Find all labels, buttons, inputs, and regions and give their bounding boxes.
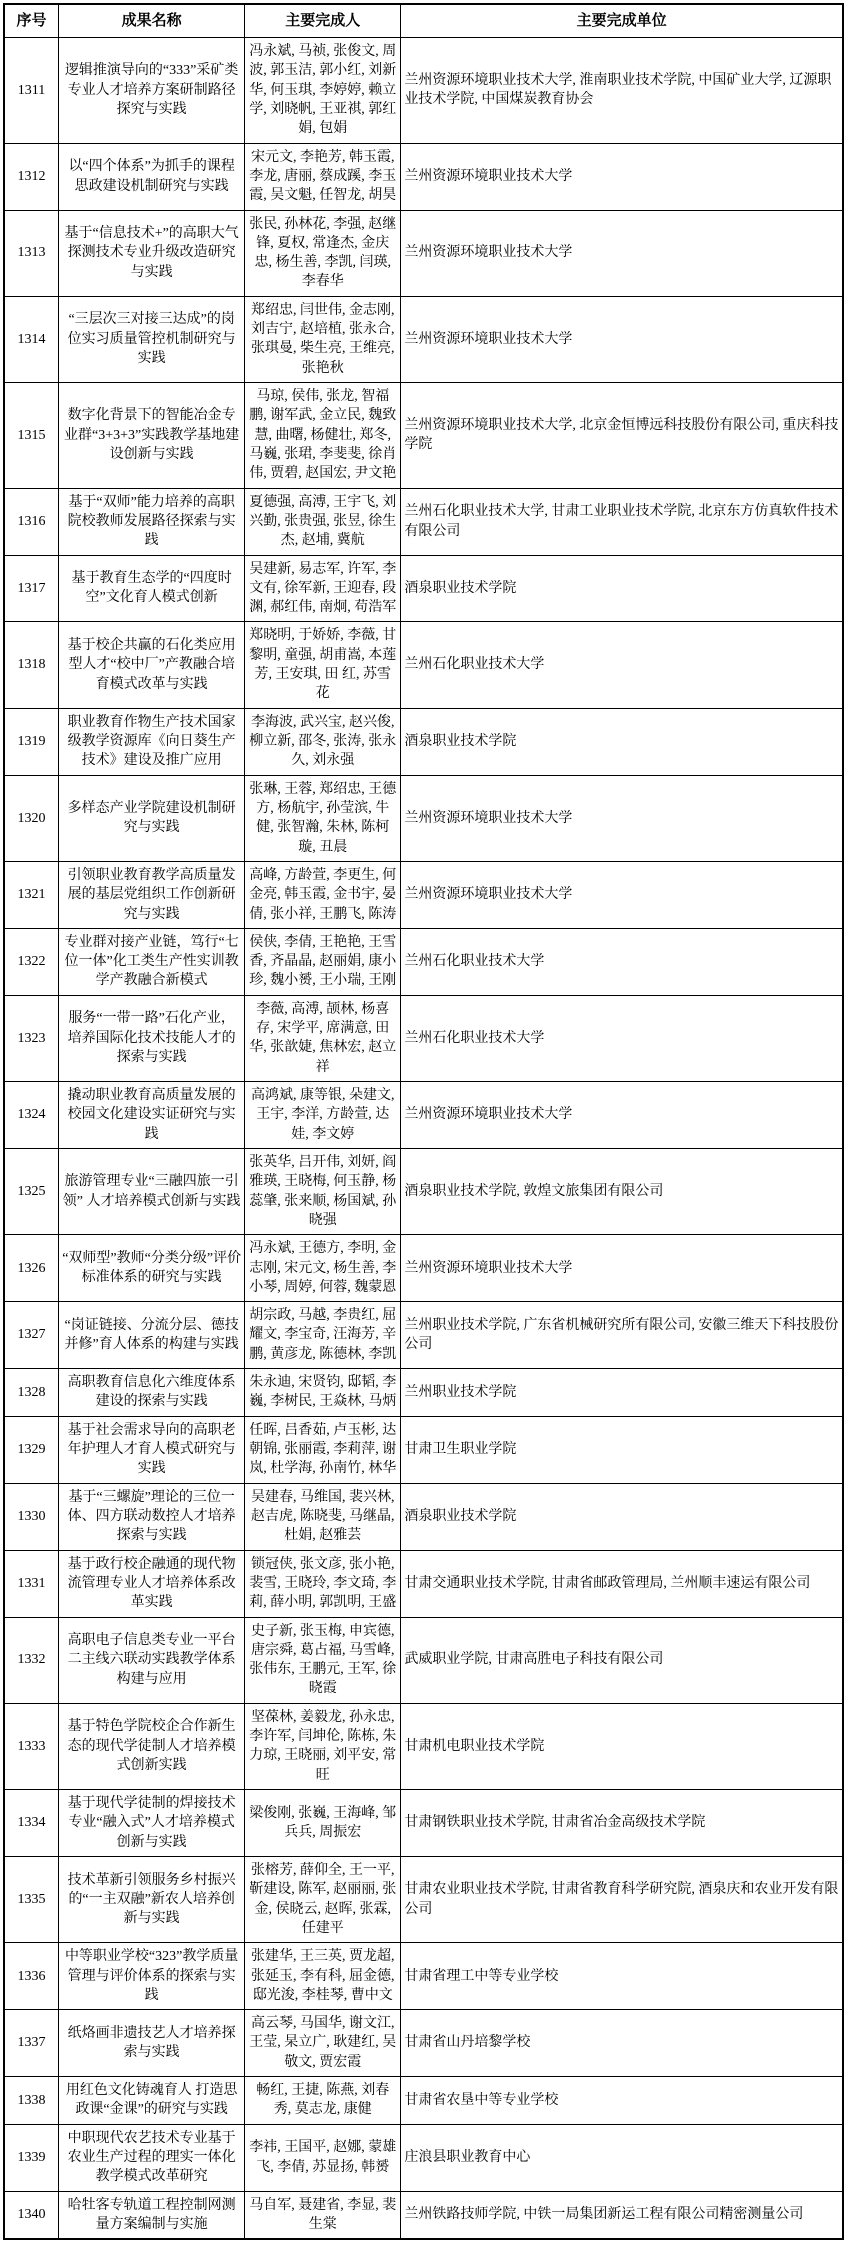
cell-contributors: 史子新, 张玉梅, 申宾德, 唐宗舜, 葛占福, 马雪峰, 张伟东, 王鹏元, 王军, 徐晓霞 [245,1617,401,1703]
cell-contributors: 高云琴, 马国华, 谢文江, 王莹, 杲立广, 耿建红, 吴敬文, 贾宏霞 [245,2010,401,2077]
cell-contributors: 张民, 孙林花, 李强, 赵继锋, 夏权, 常逢杰, 金庆忠, 杨生善, 李凯, 闫瑛, 李春华 [245,210,401,296]
cell-index: 1331 [4,1550,59,1617]
cell-contributors: 李海波, 武兴宝, 赵兴俊, 柳立新, 邵冬, 张涛, 张永久, 刘永强 [245,708,401,775]
cell-units: 兰州资源环境职业技术大学 [401,1235,843,1302]
cell-units: 甘肃省农垦中等专业学校 [401,2077,843,2125]
cell-index: 1332 [4,1617,59,1703]
col-header-achievement-name: 成果名称 [59,4,245,38]
cell-units: 兰州资源环境职业技术大学 [401,861,843,928]
cell-contributors: 吴建新, 易志军, 许军, 李文有, 徐军新, 王迎春, 段渊, 郝红伟, 南炯, 苟浩军 [245,555,401,622]
cell-achievement-name: 基于现代学徒制的焊接技术专业“融入式”人才培养模式创新与实践 [59,1790,245,1857]
cell-achievement-name: 基于政行校企融通的现代物流管理专业人才培养体系改革实践 [59,1550,245,1617]
table-row [4,1369,843,1417]
table-row [4,555,843,622]
cell-index: 1323 [4,995,59,1081]
cell-index: 1311 [4,38,59,144]
table-row [4,1082,843,1149]
cell-index: 1326 [4,1235,59,1302]
cell-index: 1325 [4,1148,59,1234]
cell-achievement-name: 中职现代农艺技术专业基于农业生产过程的理实一体化教学模式改革研究 [59,2124,245,2191]
cell-contributors: 畅红, 王捷, 陈燕, 刘春秀, 莫志龙, 康健 [245,2077,401,2125]
table-row [4,1302,843,1369]
cell-units: 甘肃农业职业技术学院, 甘肃省教育科学研究院, 酒泉庆和农业开发有限公司 [401,1856,843,1942]
cell-achievement-name: 基于“双师”能力培养的高职院校教师发展路径探索与实践 [59,488,245,555]
cell-contributors: 高鸿斌, 康等银, 朵建文, 王宇, 李洋, 方龄萱, 达娃, 李文婷 [245,1082,401,1149]
cell-index: 1337 [4,2010,59,2077]
cell-achievement-name: 纸烙画非遗技艺人才培养探索与实践 [59,2010,245,2077]
table-row [4,622,843,708]
table-row [4,210,843,296]
cell-units: 甘肃交通职业技术学院, 甘肃省邮政管理局, 兰州顺丰速运有限公司 [401,1550,843,1617]
cell-achievement-name: 基于教育生态学的“四度时空”文化育人模式创新 [59,555,245,622]
table-row [4,383,843,489]
cell-index: 1316 [4,488,59,555]
cell-index: 1319 [4,708,59,775]
cell-index: 1324 [4,1082,59,1149]
cell-units: 兰州资源环境职业技术大学 [401,210,843,296]
cell-contributors: 坚葆林, 姜毅龙, 孙永忠, 李许军, 闫坤伦, 陈栋, 朱力琼, 王晓丽, 刘平安, 常旺 [245,1703,401,1789]
cell-contributors: 宋元文, 李艳芳, 韩玉霞, 李龙, 唐丽, 蔡成蹊, 李玉霞, 吴文魁, 任智龙, 胡昊 [245,143,401,210]
cell-achievement-name: 高职教育信息化六维度体系建设的探索与实践 [59,1369,245,1417]
cell-contributors: 张榕芳, 薛仰全, 王一平, 靳建设, 陈军, 赵丽丽, 张金, 侯晓云, 赵晖, 张霖, 任建平 [245,1856,401,1942]
cell-index: 1314 [4,296,59,382]
cell-units: 酒泉职业技术学院 [401,555,843,622]
cell-achievement-name: 哈牡客专轨道工程控制网测量方案编制与实施 [59,2191,245,2239]
cell-units: 兰州资源环境职业技术大学 [401,296,843,382]
table-header [4,4,843,38]
cell-contributors: 马琼, 侯伟, 张龙, 智福鹏, 谢军武, 金立民, 魏致慧, 曲曙, 杨健壮, 郑冬, 马巍, 张珺, 李斐斐, 徐肖伟, 贾碧, 赵国宏, 尹文艳 [245,383,401,489]
cell-units: 兰州石化职业技术大学 [401,622,843,708]
table-row [4,2077,843,2125]
cell-index: 1336 [4,1943,59,2010]
cell-index: 1313 [4,210,59,296]
cell-contributors: 冯永斌, 王德方, 李明, 金志刚, 宋元文, 杨生善, 李小琴, 周婷, 何蓉, 魏蒙恩 [245,1235,401,1302]
cell-contributors: 朱永迪, 宋贤钧, 邸韬, 李巍, 李树民, 王焱林, 马炳 [245,1369,401,1417]
cell-units: 兰州铁路技师学院, 中铁一局集团新运工程有限公司精密测量公司 [401,2191,843,2239]
cell-contributors: 胡宗政, 马越, 李贵红, 屈耀文, 李宝奇, 汪海芳, 辛鹏, 黄彦龙, 陈德林, 李凯 [245,1302,401,1369]
cell-index: 1318 [4,622,59,708]
cell-achievement-name: 专业群对接产业链，笃行“七位一体”化工类生产性实训教学产教融合新模式 [59,928,245,995]
cell-units: 兰州石化职业技术大学, 甘肃工业职业技术学院, 北京东方仿真软件技术有限公司 [401,488,843,555]
table-row [4,1148,843,1234]
table-row [4,708,843,775]
cell-achievement-name: 职业教育作物生产技术国家级教学资源库《向日葵生产技术》建设及推广应用 [59,708,245,775]
table-row [4,2010,843,2077]
cell-achievement-name: 基于特色学院校企合作新生态的现代学徒制人才培养模式创新实践 [59,1703,245,1789]
table-row [4,296,843,382]
table-row [4,861,843,928]
cell-achievement-name: 基于“信息技术+”的高职大气探测技术专业升级改造研究与实践 [59,210,245,296]
table-row [4,1617,843,1703]
cell-units: 酒泉职业技术学院, 敦煌文旅集团有限公司 [401,1148,843,1234]
cell-index: 1320 [4,775,59,861]
cell-units: 兰州资源环境职业技术大学, 北京金恒博远科技股份有限公司, 重庆科技学院 [401,383,843,489]
col-header-units: 主要完成单位 [401,4,843,38]
cell-units: 兰州资源环境职业技术大学 [401,143,843,210]
cell-index: 1329 [4,1416,59,1483]
cell-index: 1335 [4,1856,59,1942]
cell-contributors: 吴建春, 马维国, 裴兴林, 赵吉虎, 陈晓斐, 马继晶, 杜娟, 赵雅芸 [245,1483,401,1550]
cell-units: 兰州资源环境职业技术大学 [401,1082,843,1149]
cell-achievement-name: 用红色文化铸魂育人 打造思政课“金课”的研究与实践 [59,2077,245,2125]
header-row [4,4,843,38]
cell-contributors: 郑晓明, 于娇娇, 李薇, 甘黎明, 童强, 胡甫嵩, 本莲芳, 王安琪, 田 红, 苏雪花 [245,622,401,708]
cell-units: 甘肃机电职业技术学院 [401,1703,843,1789]
cell-units: 兰州石化职业技术大学 [401,928,843,995]
cell-units: 兰州资源环境职业技术大学, 淮南职业技术学院, 中国矿业大学, 辽源职业技术学院, 中国煤炭教育协会 [401,38,843,144]
cell-contributors: 马自军, 聂建省, 李显, 裴生棠 [245,2191,401,2239]
cell-index: 1322 [4,928,59,995]
cell-units: 甘肃省理工中等专业学校 [401,1943,843,2010]
cell-units: 兰州资源环境职业技术大学 [401,775,843,861]
table-row [4,2191,843,2239]
cell-index: 1327 [4,1302,59,1369]
cell-units: 庄浪县职业教育中心 [401,2124,843,2191]
cell-index: 1338 [4,2077,59,2125]
cell-contributors: 锁冠侠, 张文彦, 张小艳, 裴雪, 王晓玲, 李文琦, 李莉, 薛小明, 郭凯明, 王盛 [245,1550,401,1617]
cell-achievement-name: 中等职业学校“323”教学质量管理与评价体系的探索与实践 [59,1943,245,2010]
cell-index: 1340 [4,2191,59,2239]
table-row [4,775,843,861]
cell-contributors: 李祎, 王国平, 赵娜, 蒙雄飞, 李倩, 苏显扬, 韩赟 [245,2124,401,2191]
cell-achievement-name: 以“四个体系”为抓手的课程思政建设机制研究与实践 [59,143,245,210]
cell-achievement-name: “三层次三对接三达成”的岗位实习质量管控机制研究与实践 [59,296,245,382]
cell-index: 1317 [4,555,59,622]
cell-achievement-name: 逻辑推演导向的“333”采矿类专业人才培养方案研制路径探究与实践 [59,38,245,144]
table-row [4,928,843,995]
table-row [4,1703,843,1789]
cell-units: 酒泉职业技术学院 [401,1483,843,1550]
cell-achievement-name: 基于“三螺旋”理论的三位一体、四方联动数控人才培养探索与实践 [59,1483,245,1550]
cell-units: 酒泉职业技术学院 [401,708,843,775]
cell-index: 1315 [4,383,59,489]
cell-achievement-name: 数字化背景下的智能冶金专业群“3+3+3”实践教学基地建设创新与实践 [59,383,245,489]
cell-units: 甘肃卫生职业学院 [401,1416,843,1483]
cell-contributors: 任晖, 吕香茹, 卢玉彬, 达朝锦, 张丽霞, 李莉萍, 谢岚, 杜学海, 孙南竹, 林华 [245,1416,401,1483]
cell-contributors: 郑绍忠, 闫世伟, 金志刚, 刘吉宁, 赵培植, 张永合, 张琪曼, 柴生亮, 王维亮, 张艳秋 [245,296,401,382]
cell-achievement-name: 多样态产业学院建设机制研究与实践 [59,775,245,861]
cell-achievement-name: 服务“一带一路”石化产业，培养国际化技术技能人才的探索与实践 [59,995,245,1081]
col-header-index: 序号 [4,4,59,38]
cell-achievement-name: 高职电子信息类专业一平台二主线六联动实践教学体系构建与应用 [59,1617,245,1703]
table-body [4,38,843,2240]
achievements-table [3,3,844,2240]
col-header-contributors: 主要完成人 [245,4,401,38]
table-row [4,1790,843,1857]
cell-achievement-name: 旅游管理专业“三融四旅一引领” 人才培养模式创新与实践 [59,1148,245,1234]
cell-contributors: 张琳, 王蓉, 郑绍忠, 王德方, 杨航宇, 孙莹滨, 牛健, 张智瀚, 朱林, 陈柯璇, 丑晨 [245,775,401,861]
cell-units: 兰州职业技术学院, 广东省机械研究所有限公司, 安徽三维天下科技股份公司 [401,1302,843,1369]
table-row [4,1550,843,1617]
cell-units: 甘肃钢铁职业技术学院, 甘肃省冶金高级技术学院 [401,1790,843,1857]
cell-achievement-name: 引领职业教育教学高质量发展的基层党组织工作创新研究与实践 [59,861,245,928]
cell-contributors: 梁俊刚, 张巍, 王海峰, 邹兵兵, 周振宏 [245,1790,401,1857]
cell-contributors: 侯侠, 李倩, 王艳艳, 王雪香, 齐晶晶, 赵丽娟, 康小珍, 魏小赟, 王小瑞, 王刚 [245,928,401,995]
cell-contributors: 冯永斌, 马祯, 张俊文, 周波, 郭玉洁, 郭小红, 刘新华, 何玉琪, 李婷婷, 赖立学, 刘晓帆, 王亚祺, 郭红娟, 包娟 [245,38,401,144]
cell-index: 1330 [4,1483,59,1550]
cell-index: 1333 [4,1703,59,1789]
cell-index: 1328 [4,1369,59,1417]
cell-units: 兰州石化职业技术大学 [401,995,843,1081]
cell-achievement-name: 基于社会需求导向的高职老年护理人才育人模式研究与实践 [59,1416,245,1483]
cell-achievement-name: 技术革新引领服务乡村振兴的“一主双融”新农人培养创新与实践 [59,1856,245,1942]
cell-index: 1312 [4,143,59,210]
cell-index: 1321 [4,861,59,928]
cell-units: 甘肃省山丹培黎学校 [401,2010,843,2077]
table-row [4,488,843,555]
table-row [4,1416,843,1483]
table-row [4,1235,843,1302]
cell-index: 1334 [4,1790,59,1857]
table-row [4,143,843,210]
cell-contributors: 张建华, 王三英, 贾龙超, 张延玉, 李有科, 屈金德, 邸光浚, 李桂琴, 曹中文 [245,1943,401,2010]
table-row [4,1856,843,1942]
cell-achievement-name: 撬动职业教育高质量发展的校园文化建设实证研究与实践 [59,1082,245,1149]
table-row [4,2124,843,2191]
cell-units: 兰州职业技术学院 [401,1369,843,1417]
table-row [4,1943,843,2010]
cell-contributors: 高峰, 方龄萱, 李更生, 何金亮, 韩玉霞, 金书宇, 晏倩, 张小祥, 王鹏飞, 陈涛 [245,861,401,928]
cell-achievement-name: 基于校企共赢的石化类应用型人才“校中厂”产教融合培育模式改革与实践 [59,622,245,708]
cell-contributors: 张英华, 吕开伟, 刘妍, 阎雅瑛, 王晓梅, 何玉静, 杨蕊肇, 张来顺, 杨国斌, 孙晓强 [245,1148,401,1234]
cell-achievement-name: “双师型”教师“分类分级”评价标准体系的研究与实践 [59,1235,245,1302]
table-row [4,995,843,1081]
table-row [4,38,843,144]
cell-index: 1339 [4,2124,59,2191]
cell-achievement-name: “岗证链接、分流分层、德技并修”育人体系的构建与实践 [59,1302,245,1369]
cell-contributors: 夏德强, 高溥, 王宇飞, 刘兴勤, 张贵强, 张昱, 徐生杰, 赵埔, 冀航 [245,488,401,555]
table-row [4,1483,843,1550]
cell-units: 武威职业学院, 甘肃高胜电子科技有限公司 [401,1617,843,1703]
cell-contributors: 李薇, 高溥, 颉林, 杨喜存, 宋学平, 席满意, 田华, 张歆婕, 焦林宏, 赵立祥 [245,995,401,1081]
